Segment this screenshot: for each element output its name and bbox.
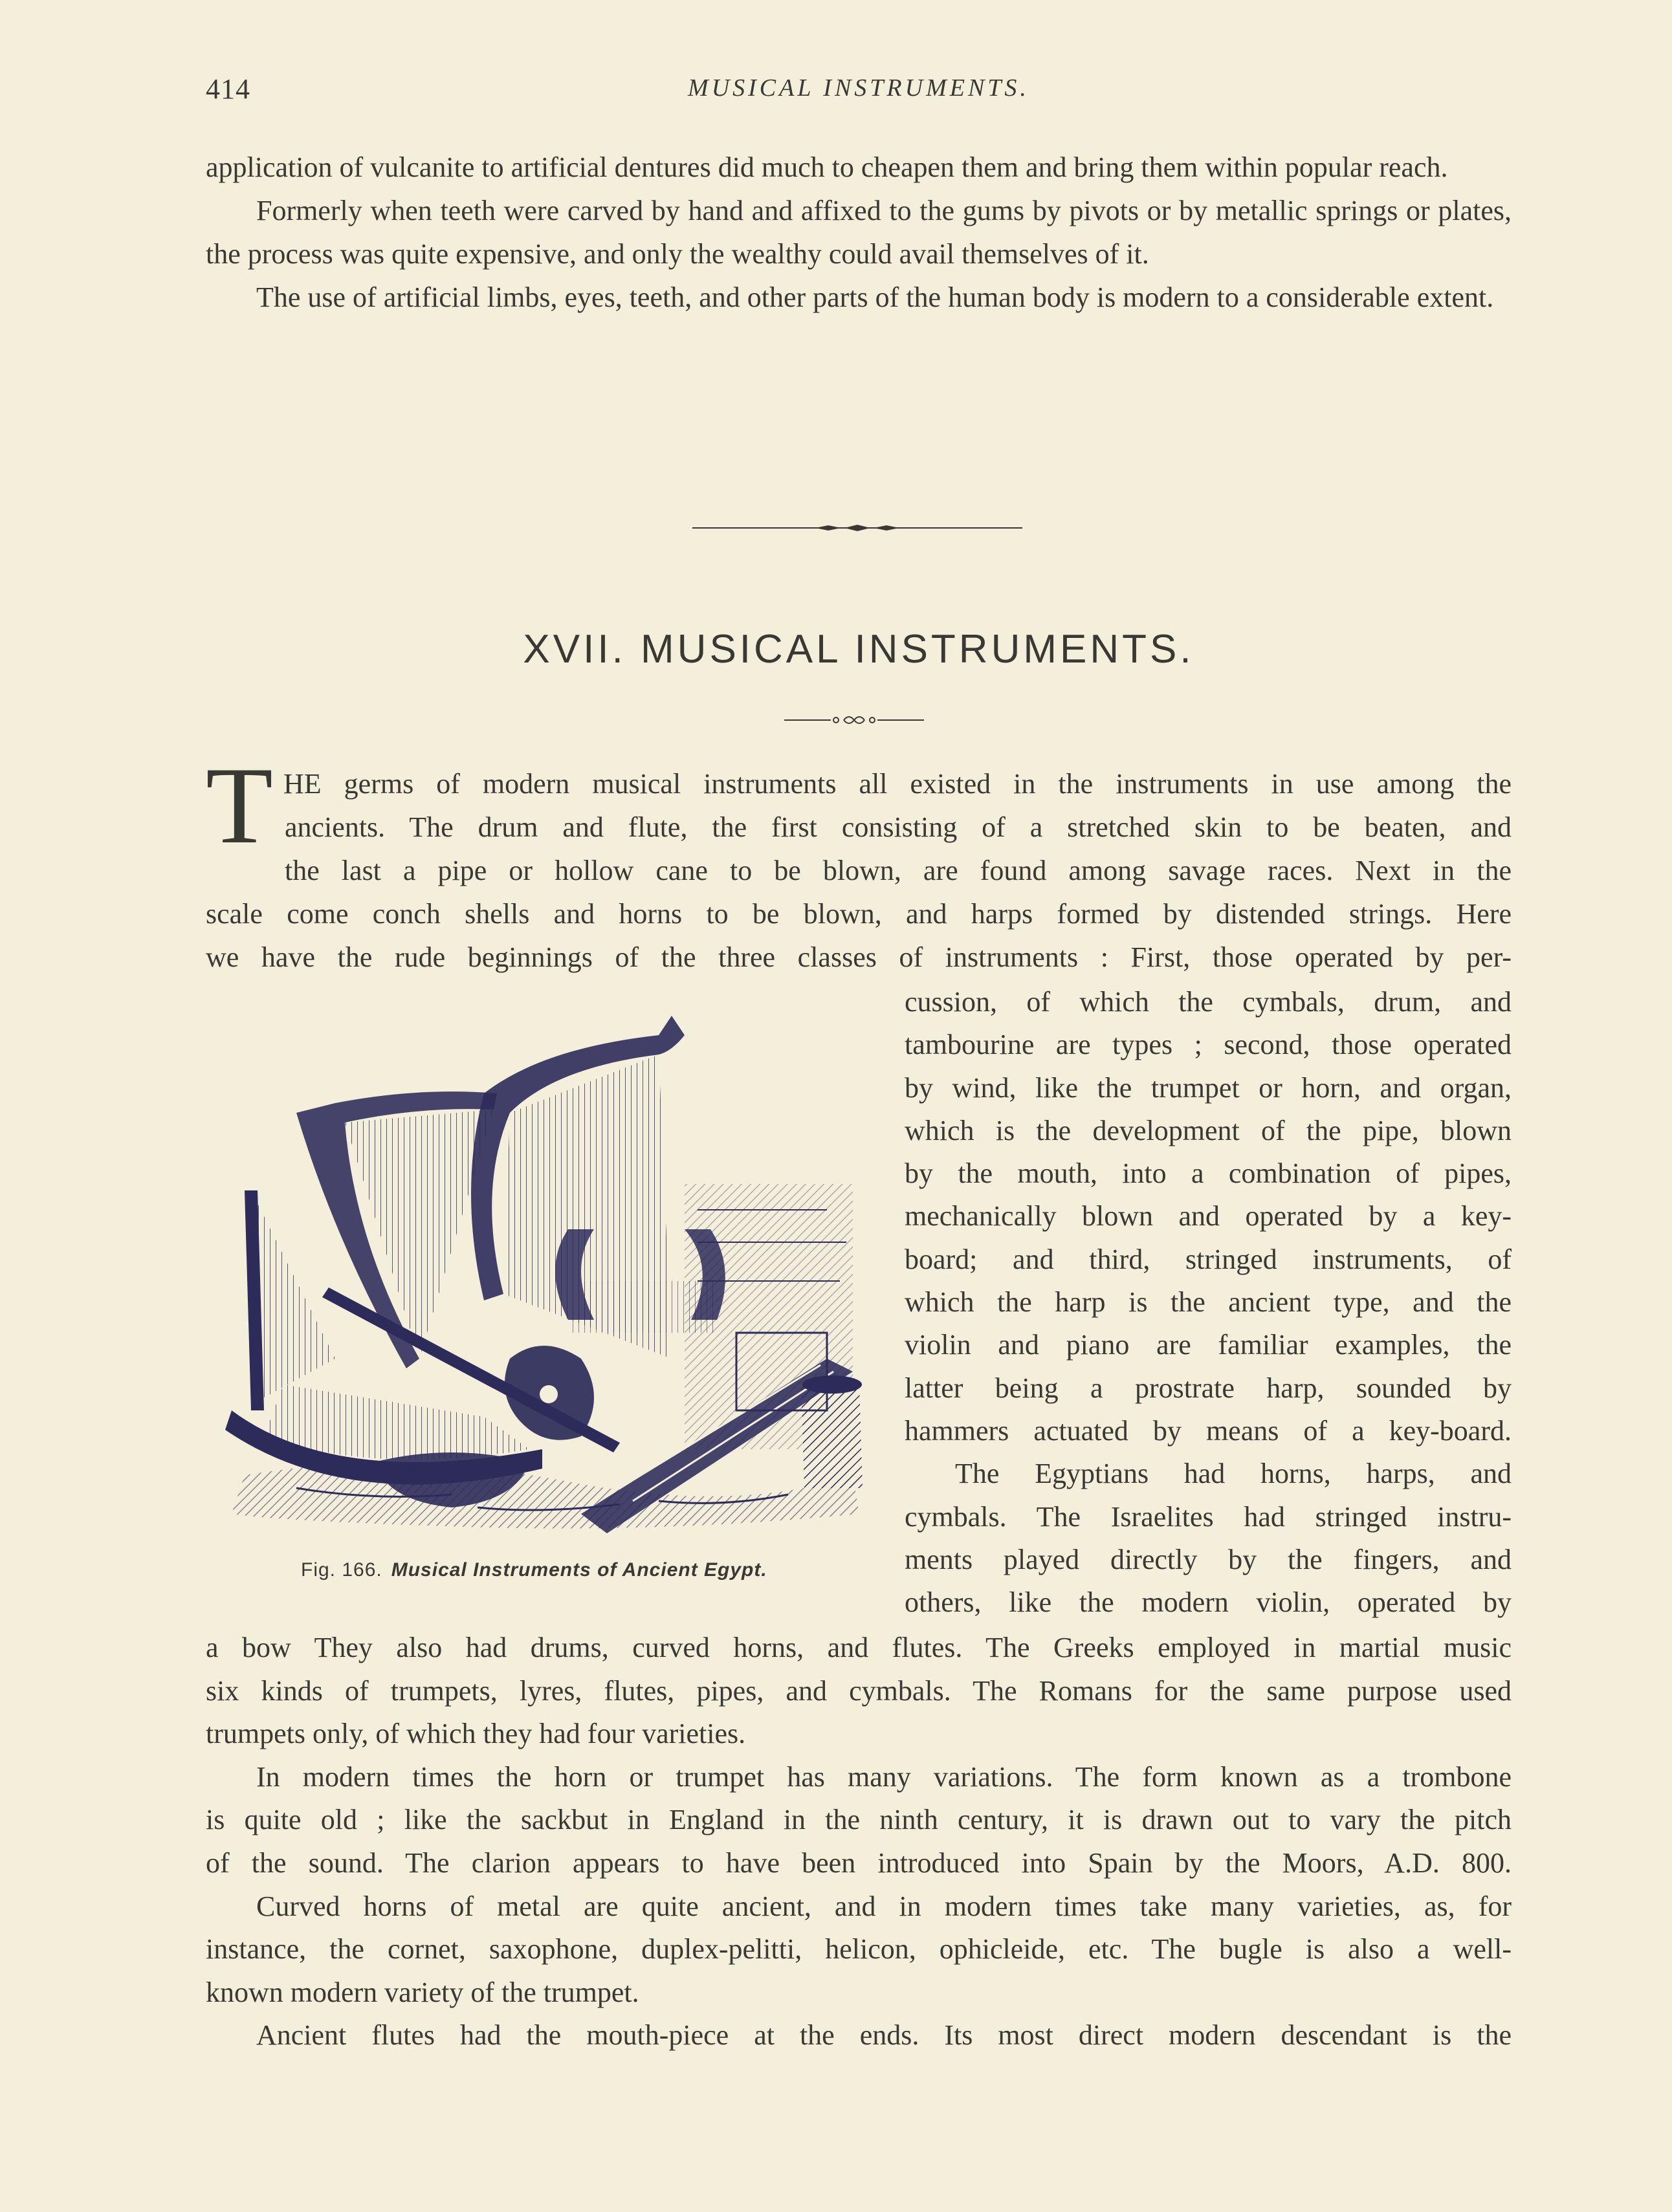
title-ornament — [784, 712, 924, 728]
page-number: 414 — [206, 73, 250, 105]
text-line: of the sound. The clarion appears to have been introduced into Spain by the Moors, A.D. 800. — [206, 1846, 1512, 1879]
text-line: tambourine are types ; second, those operated — [905, 1029, 1512, 1061]
running-title: MUSICAL INSTRUMENTS. — [688, 74, 1029, 102]
text-line: The Egyptians had horns, harps, and — [955, 1458, 1512, 1490]
text-line: others, like the modern violin, operated by — [905, 1586, 1512, 1619]
text-line: which the harp is the ancient type, and the — [905, 1286, 1512, 1319]
text-line: hammers actuated by means of a key-board. — [905, 1414, 1512, 1447]
text-line: Ancient flutes had the mouth-piece at the ends. Its most direct modern descendant is the — [256, 2019, 1512, 2052]
text-line: cussion, of which the cymbals, drum, and — [905, 986, 1512, 1018]
body-text — [206, 1626, 1512, 2057]
figure-title: Musical Instruments of Ancient Egypt. — [391, 1559, 767, 1581]
text-line: HE germs of modern musical instruments all existed in the instruments in use among the — [283, 768, 1512, 800]
text-line: which is the development of the pipe, blown — [905, 1114, 1512, 1146]
running-head — [206, 72, 1512, 118]
text-line: ments played directly by the fingers, and — [905, 1543, 1512, 1575]
text-line: violin and piano are familiar examples, the — [905, 1329, 1512, 1361]
chapter-title: XVII. MUSICAL INSTRUMENTS. — [523, 627, 1194, 672]
section-divider-rule — [692, 524, 1022, 532]
text-line: known modern variety of the trumpet. — [206, 1976, 639, 2008]
text-line: a bow They also had drums, curved horns, and flutes. The Greeks employed in martial music — [206, 1632, 1512, 1663]
text-line: ancients. The drum and flute, the first consisting of a stretched skin to be beaten, and — [285, 811, 1512, 843]
text-line: latter being a prostrate harp, sounded by — [905, 1372, 1512, 1404]
intro-text — [206, 146, 1512, 319]
text-line: six kinds of trumpets, lyres, flutes, pipes, and cymbals. The Romans for the same purpose used — [206, 1674, 1512, 1707]
paragraph: application of vulcanite to artificial dentures did much to cheapen them and bring them within popular reach. — [206, 151, 1448, 183]
egyptian-instruments-engraving — [206, 996, 875, 1553]
figure-caption — [301, 1559, 767, 1581]
text-line: the last a pipe or hollow cane to be blown, are found among savage races. Next in the — [285, 855, 1512, 886]
text-line: trumpets only, of which they had four varieties. — [206, 1718, 746, 1750]
text-line: cymbals. The Israelites had stringed instru- — [905, 1500, 1512, 1533]
text-line: In modern times the horn or trumpet has many variations. The form known as a trombone — [256, 1760, 1512, 1793]
paragraph: Formerly when teeth were carved by hand and affixed to the gums by pivots or by metallic springs or plates, the process was quite expensive, and only the wealthy could avail themselves of it. — [206, 195, 1512, 270]
text-line: scale come conch shells and horns to be blown, and harps formed by distended strings. Here — [206, 898, 1512, 930]
text-line: is quite old ; like the sackbut in England in the ninth century, it is drawn out to vary the pitch — [206, 1804, 1512, 1836]
drop-cap: T — [206, 745, 273, 866]
text-line: Curved horns of metal are quite ancient, and in modern times take many varieties, as, for — [256, 1890, 1512, 1922]
text-line: board; and third, stringed instruments, of — [905, 1243, 1512, 1275]
figure-illustration — [206, 996, 875, 1604]
wrap-column-text — [905, 981, 1512, 1624]
figure-label: Fig. 166. — [301, 1559, 382, 1581]
text-line: mechanically blown and operated by a key- — [905, 1200, 1512, 1232]
opening-paragraph — [206, 762, 1512, 979]
text-line: instance, the cornet, saxophone, duplex-pelitti, helicon, ophicleide, etc. The bugle is also a well- — [206, 1933, 1512, 1966]
paragraph: The use of artificial limbs, eyes, teeth, and other parts of the human body is modern to a considerable extent. — [256, 281, 1494, 313]
text-line: by wind, like the trumpet or horn, and organ, — [905, 1071, 1512, 1104]
text-line: by the mouth, into a combination of pipes, — [905, 1157, 1512, 1190]
text-line: we have the rude beginnings of the three classes of instruments : First, those operated by per- — [206, 941, 1512, 973]
